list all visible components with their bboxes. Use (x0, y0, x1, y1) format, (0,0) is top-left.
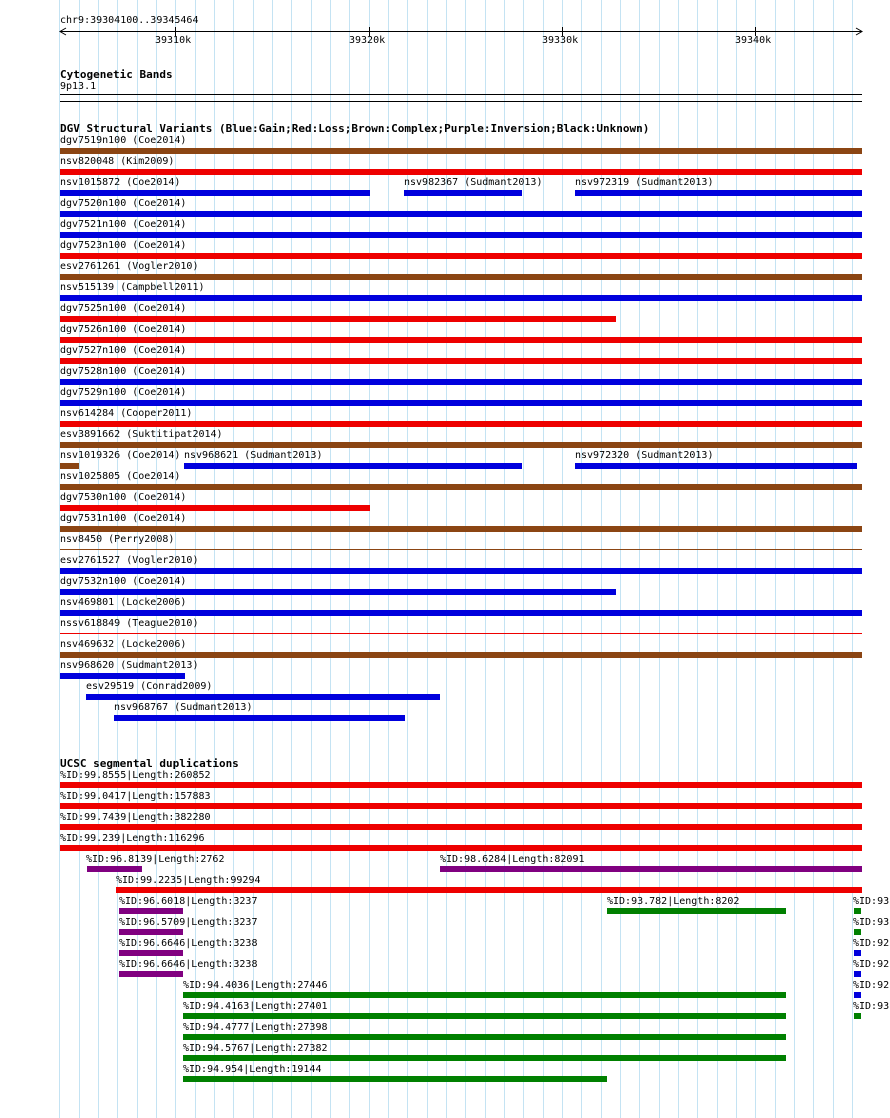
feature-bar[interactable] (86, 694, 440, 700)
feature-bar[interactable] (60, 505, 370, 511)
feature-label[interactable]: nsv972320 (Sudmant2013) (575, 450, 714, 461)
ruler-tick-label: 39310k (155, 35, 192, 46)
feature-label[interactable]: %ID:99.8555|Length:260852 (60, 770, 211, 781)
feature-label[interactable]: nsv469801 (Locke2006) (60, 597, 187, 608)
feature-bar[interactable] (183, 1013, 786, 1019)
grid-line (794, 0, 795, 1118)
grid-line (562, 0, 563, 1118)
feature-bar[interactable] (607, 908, 786, 914)
feature-bar[interactable] (60, 463, 79, 469)
feature-label[interactable]: dgv7519n100 (Coe2014) (60, 135, 187, 146)
grid-line (369, 0, 370, 1118)
grid-line (427, 0, 428, 1118)
feature-label[interactable]: nsv515139 (Campbell2011) (60, 282, 205, 293)
feature-label[interactable]: %ID:94.5767|Length:27382 (183, 1043, 328, 1054)
grid-line (311, 0, 312, 1118)
grid-line (388, 0, 389, 1118)
feature-bar[interactable] (183, 1055, 786, 1061)
feature-label[interactable]: %ID:94.4777|Length:27398 (183, 1022, 328, 1033)
cytoband-label[interactable]: 9p13.1 (60, 81, 97, 92)
feature-bar[interactable] (60, 295, 862, 301)
feature-bar[interactable] (114, 715, 405, 721)
grid-line (349, 0, 350, 1118)
feature-label[interactable]: %ID:93 (853, 1001, 890, 1012)
feature-bar[interactable] (60, 400, 862, 406)
feature-label[interactable]: esv3891662 (Suktitipat2014) (60, 429, 223, 440)
feature-bar[interactable] (60, 652, 862, 658)
feature-label[interactable]: dgv7528n100 (Coe2014) (60, 366, 187, 377)
feature-bar[interactable] (60, 568, 862, 574)
feature-label[interactable]: nsv614284 (Cooper2011) (60, 408, 193, 419)
feature-bar[interactable] (60, 549, 862, 550)
feature-bar[interactable] (60, 358, 862, 364)
feature-label[interactable]: esv2761527 (Vogler2010) (60, 555, 199, 566)
feature-label[interactable]: %ID:96.6018|Length:3237 (119, 896, 258, 907)
cytoband-top-border (60, 94, 862, 95)
grid-line (465, 0, 466, 1118)
feature-bar[interactable] (119, 908, 183, 914)
feature-label[interactable]: %ID:99.7439|Length:382280 (60, 812, 211, 823)
feature-bar[interactable] (575, 463, 857, 469)
feature-label[interactable]: dgv7529n100 (Coe2014) (60, 387, 187, 398)
feature-bar[interactable] (854, 992, 861, 998)
grid-line (504, 0, 505, 1118)
feature-label[interactable]: dgv7526n100 (Coe2014) (60, 324, 187, 335)
feature-label[interactable]: nssv618849 (Teague2010) (60, 618, 199, 629)
feature-label[interactable]: nsv469632 (Locke2006) (60, 639, 187, 650)
feature-label[interactable]: esv29519 (Conrad2009) (86, 681, 213, 692)
feature-bar[interactable] (60, 782, 862, 788)
feature-bar[interactable] (60, 148, 862, 154)
feature-bar[interactable] (60, 633, 862, 634)
feature-label[interactable]: %ID:93 (853, 896, 890, 907)
grid-line (330, 0, 331, 1118)
feature-label[interactable]: %ID:99.2235|Length:99294 (116, 875, 261, 886)
feature-bar[interactable] (119, 971, 183, 977)
grid-line (775, 0, 776, 1118)
feature-bar[interactable] (119, 950, 183, 956)
feature-bar[interactable] (60, 190, 370, 196)
feature-label[interactable]: dgv7531n100 (Coe2014) (60, 513, 187, 524)
feature-label[interactable]: dgv7523n100 (Coe2014) (60, 240, 187, 251)
feature-label[interactable]: dgv7521n100 (Coe2014) (60, 219, 187, 230)
cytoband-track-title: Cytogenetic Bands (60, 68, 173, 81)
grid-line (601, 0, 602, 1118)
feature-label[interactable]: %ID:96.5709|Length:3237 (119, 917, 258, 928)
feature-label[interactable]: nsv968621 (Sudmant2013) (184, 450, 323, 461)
grid-line (214, 0, 215, 1118)
feature-bar[interactable] (404, 190, 522, 196)
grid-line (833, 0, 834, 1118)
feature-label[interactable]: nsv1025805 (Coe2014) (60, 471, 181, 482)
grid-line (485, 0, 486, 1118)
ruler-tick-label: 39330k (542, 35, 579, 46)
feature-bar[interactable] (119, 929, 183, 935)
feature-label[interactable]: %ID:94.4036|Length:27446 (183, 980, 328, 991)
feature-label[interactable]: nsv1015872 (Coe2014) (60, 177, 181, 188)
grid-line (678, 0, 679, 1118)
feature-label[interactable]: dgv7527n100 (Coe2014) (60, 345, 187, 356)
grid-line (639, 0, 640, 1118)
feature-label[interactable]: %ID:96.8139|Length:2762 (86, 854, 225, 865)
feature-label[interactable]: %ID:92 (853, 980, 890, 991)
grid-line (717, 0, 718, 1118)
feature-bar[interactable] (60, 274, 862, 280)
feature-label[interactable]: %ID:94.954|Length:19144 (183, 1064, 322, 1075)
grid-line (659, 0, 660, 1118)
grid-line (813, 0, 814, 1118)
feature-bar[interactable] (116, 887, 862, 893)
feature-bar[interactable] (854, 950, 861, 956)
feature-label[interactable]: dgv7525n100 (Coe2014) (60, 303, 187, 314)
feature-label[interactable]: %ID:92 (853, 959, 890, 970)
feature-label[interactable]: nsv982367 (Sudmant2013) (404, 177, 543, 188)
feature-bar[interactable] (854, 1013, 861, 1019)
feature-label[interactable]: dgv7530n100 (Coe2014) (60, 492, 187, 503)
feature-bar[interactable] (575, 190, 862, 196)
feature-label[interactable]: %ID:98.6284|Length:82091 (440, 854, 585, 865)
feature-bar[interactable] (60, 484, 862, 490)
feature-bar[interactable] (60, 673, 185, 679)
feature-label[interactable]: nsv968767 (Sudmant2013) (114, 702, 253, 713)
feature-bar[interactable] (440, 866, 862, 872)
grid-line (755, 0, 756, 1118)
feature-label[interactable]: nsv972319 (Sudmant2013) (575, 177, 714, 188)
feature-bar[interactable] (60, 610, 862, 616)
feature-label[interactable]: %ID:94.4163|Length:27401 (183, 1001, 328, 1012)
feature-bar[interactable] (60, 379, 862, 385)
feature-bar[interactable] (60, 845, 862, 851)
feature-label[interactable]: nsv820048 (Kim2009) (60, 156, 175, 167)
feature-bar[interactable] (60, 169, 862, 175)
feature-label[interactable]: dgv7520n100 (Coe2014) (60, 198, 187, 209)
feature-bar[interactable] (60, 589, 616, 595)
feature-label[interactable]: %ID:96.6646|Length:3238 (119, 938, 258, 949)
feature-label[interactable]: dgv7532n100 (Coe2014) (60, 576, 187, 587)
feature-label[interactable]: nsv968620 (Sudmant2013) (60, 660, 199, 671)
grid-line (291, 0, 292, 1118)
segdup-track-title: UCSC segmental duplications (60, 757, 239, 770)
feature-bar[interactable] (184, 463, 522, 469)
feature-bar[interactable] (60, 337, 862, 343)
feature-bar[interactable] (60, 421, 862, 427)
feature-bar[interactable] (183, 1076, 607, 1082)
grid-line (253, 0, 254, 1118)
grid-line (581, 0, 582, 1118)
feature-label[interactable]: esv2761261 (Vogler2010) (60, 261, 199, 272)
cytoband-bottom-border (60, 101, 862, 102)
grid-line (852, 0, 853, 1118)
feature-label[interactable]: %ID:93 (853, 917, 890, 928)
feature-label[interactable]: %ID:92 (853, 938, 890, 949)
feature-bar[interactable] (60, 316, 616, 322)
feature-label[interactable]: nsv1019326 (Coe2014) (60, 450, 181, 461)
ruler-location: chr9:39304100..39345464 (60, 15, 199, 26)
feature-bar[interactable] (60, 232, 862, 238)
feature-bar[interactable] (60, 442, 862, 448)
feature-label[interactable]: %ID:93.782|Length:8202 (607, 896, 740, 907)
feature-label[interactable]: %ID:99.0417|Length:157883 (60, 791, 211, 802)
feature-bar[interactable] (854, 908, 861, 914)
feature-bar[interactable] (60, 803, 862, 809)
grid-line (697, 0, 698, 1118)
grid-line (233, 0, 234, 1118)
feature-bar[interactable] (183, 1034, 786, 1040)
grid-line (620, 0, 621, 1118)
grid-line (543, 0, 544, 1118)
feature-bar[interactable] (183, 992, 786, 998)
grid-line (407, 0, 408, 1118)
feature-bar[interactable] (854, 971, 861, 977)
grid-line (523, 0, 524, 1118)
feature-label[interactable]: nsv8450 (Perry2008) (60, 534, 175, 545)
grid-line (736, 0, 737, 1118)
grid-line (446, 0, 447, 1118)
grid-line (272, 0, 273, 1118)
ruler-tick-label: 39320k (349, 35, 386, 46)
feature-bar[interactable] (87, 866, 142, 872)
feature-bar[interactable] (60, 211, 862, 217)
feature-bar[interactable] (60, 253, 862, 259)
ruler-tick-label: 39340k (735, 35, 772, 46)
feature-bar[interactable] (60, 824, 862, 830)
dgv-track-title: DGV Structural Variants (Blue:Gain;Red:Loss;Brown:Complex;Purple:Inversion;Black:Unknown) (60, 122, 650, 135)
ruler-axis (0, 0, 890, 60)
feature-bar[interactable] (60, 526, 862, 532)
feature-bar[interactable] (854, 929, 861, 935)
feature-label[interactable]: %ID:99.239|Length:116296 (60, 833, 205, 844)
feature-label[interactable]: %ID:96.6646|Length:3238 (119, 959, 258, 970)
